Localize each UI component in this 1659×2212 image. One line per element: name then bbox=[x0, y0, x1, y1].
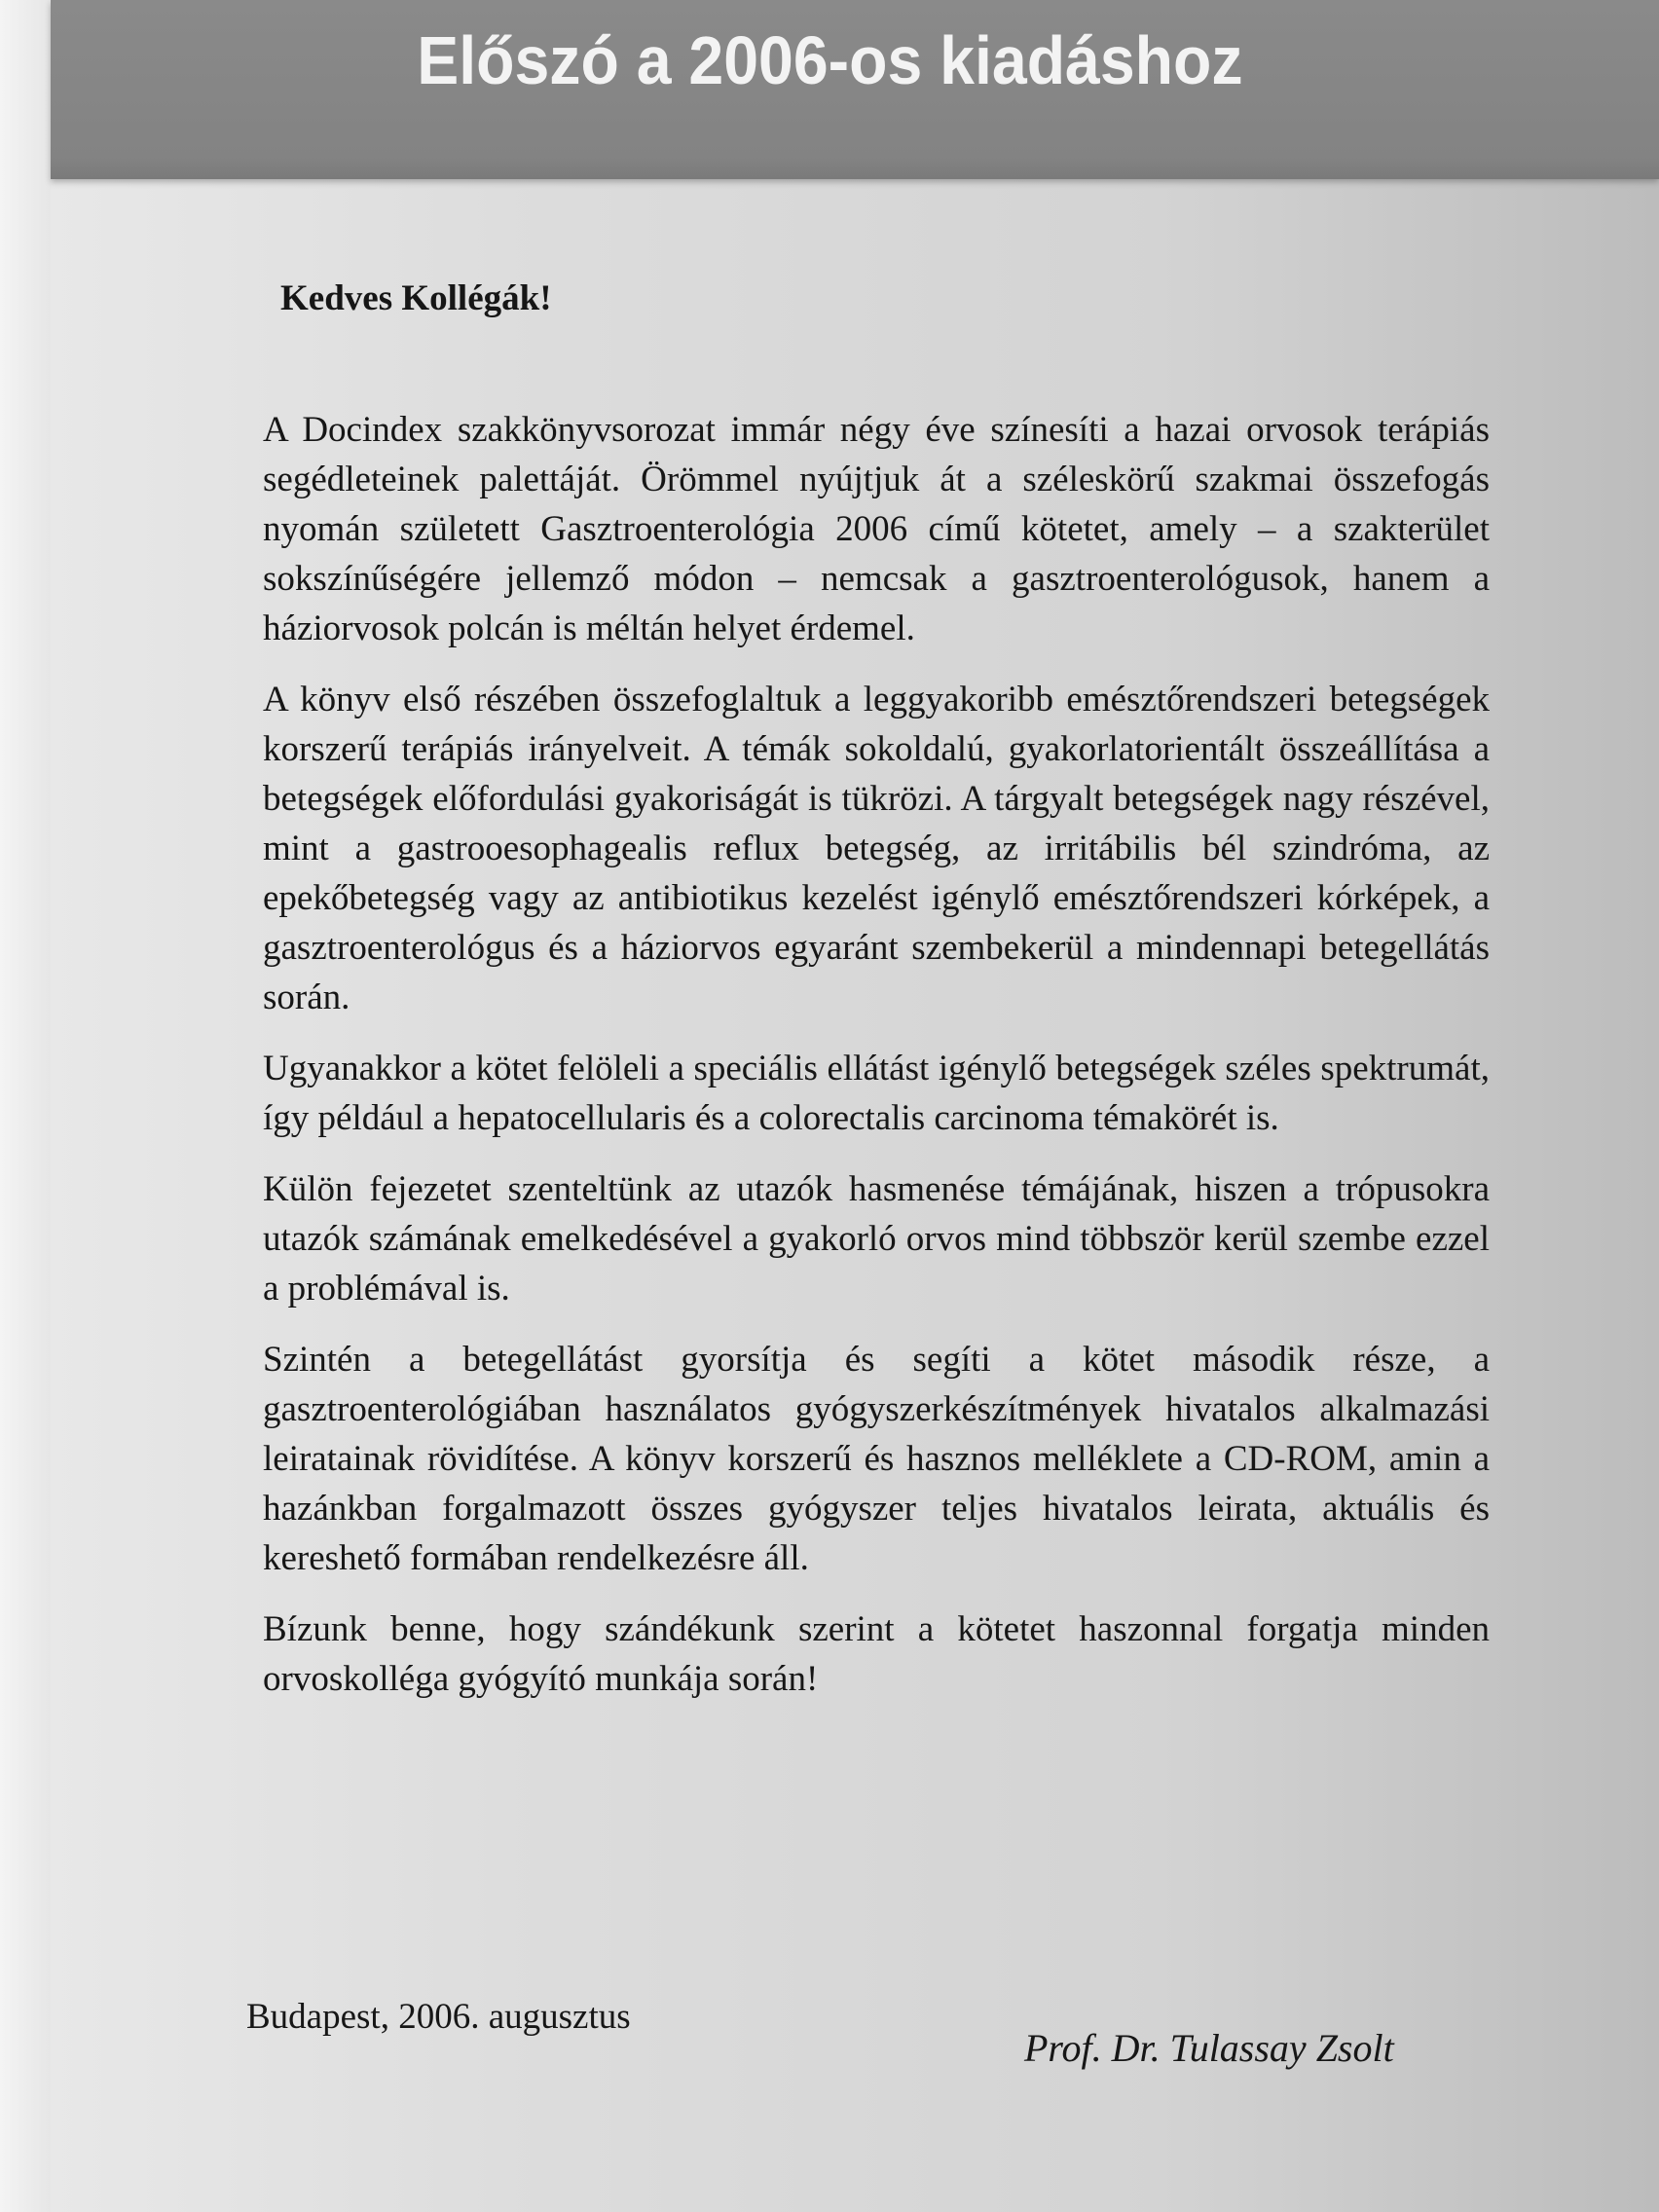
signature: Prof. Dr. Tulassay Zsolt bbox=[1024, 2026, 1394, 2070]
paragraph-5: Szintén a betegellátást gyorsítja és segíti a kötet második része, a gasztroenterológiában használatos gyógyszerkészítmények hivatalos alkalmazási leiratainak rövidítése. A könyv korszerű és hasznos melléklete a CD-ROM, amin a hazánkban forgalmazott összes gyógyszer teljes hivatalos leirata, aktuális és kereshető formában rendelkezésre áll. bbox=[263, 1340, 1490, 1578]
place-date: Budapest, 2006. augusztus bbox=[246, 1997, 631, 2037]
page-title: Előszó a 2006-os kiadáshoz bbox=[417, 22, 1243, 98]
paragraph-1: A Docindex szakkönyvsorozat immár négy éve színesíti a hazai orvosok terápiás segédleteinek palettáját. Örömmel nyújtjuk át a széleskörű szakmai összefogás nyomán született Gasztroenterológia 2006 című kötetet, amely – a szakterület sokszínűségére jellemző módon – nemcsak a gasztroenterológusok, hanem a háziorvosok polcán is méltán helyet érdemel. bbox=[263, 410, 1490, 648]
paragraph-4: Külön fejezetet szenteltünk az utazók hasmenése témájának, hiszen a trópusokra utazók számának emelkedésével a gyakorló orvos mind többször kerül szembe ezzel a problémával is. bbox=[263, 1169, 1490, 1309]
greeting: Kedves Kollégák! bbox=[280, 278, 552, 318]
paragraph-6: Bízunk benne, hogy szándékunk szerint a kötetet haszonnal forgatja minden orvoskolléga gyógyító munkája során! bbox=[263, 1609, 1490, 1699]
paragraph-2: A könyv első részében összefoglaltuk a leggyakoribb emésztőrendszeri betegségek korszerű terápiás irányelveit. A témák sokoldalú, gyakorlatorientált összeállítása a betegségek előfordulási gyakoriságát is tükrözi. A tárgyalt betegségek nagy részével, mint a gastrooesophagealis reflux betegség, az irritábilis bél szindróma, az epekőbetegség vagy az antibiotikus kezelést igénylő emésztőrendszeri kórképek, a gasztroenterológus és a háziorvos egyaránt szembekerül a mindennapi betegellátás során. bbox=[263, 680, 1490, 1017]
letter-body bbox=[263, 277, 1490, 1725]
page-gutter bbox=[0, 0, 51, 2212]
paragraph-3: Ugyanakkor a kötet felöleli a speciális ellátást igénylő betegségek széles spektrumát, így például a hepatocellularis és a colorectalis carcinoma témakörét is. bbox=[263, 1049, 1490, 1138]
